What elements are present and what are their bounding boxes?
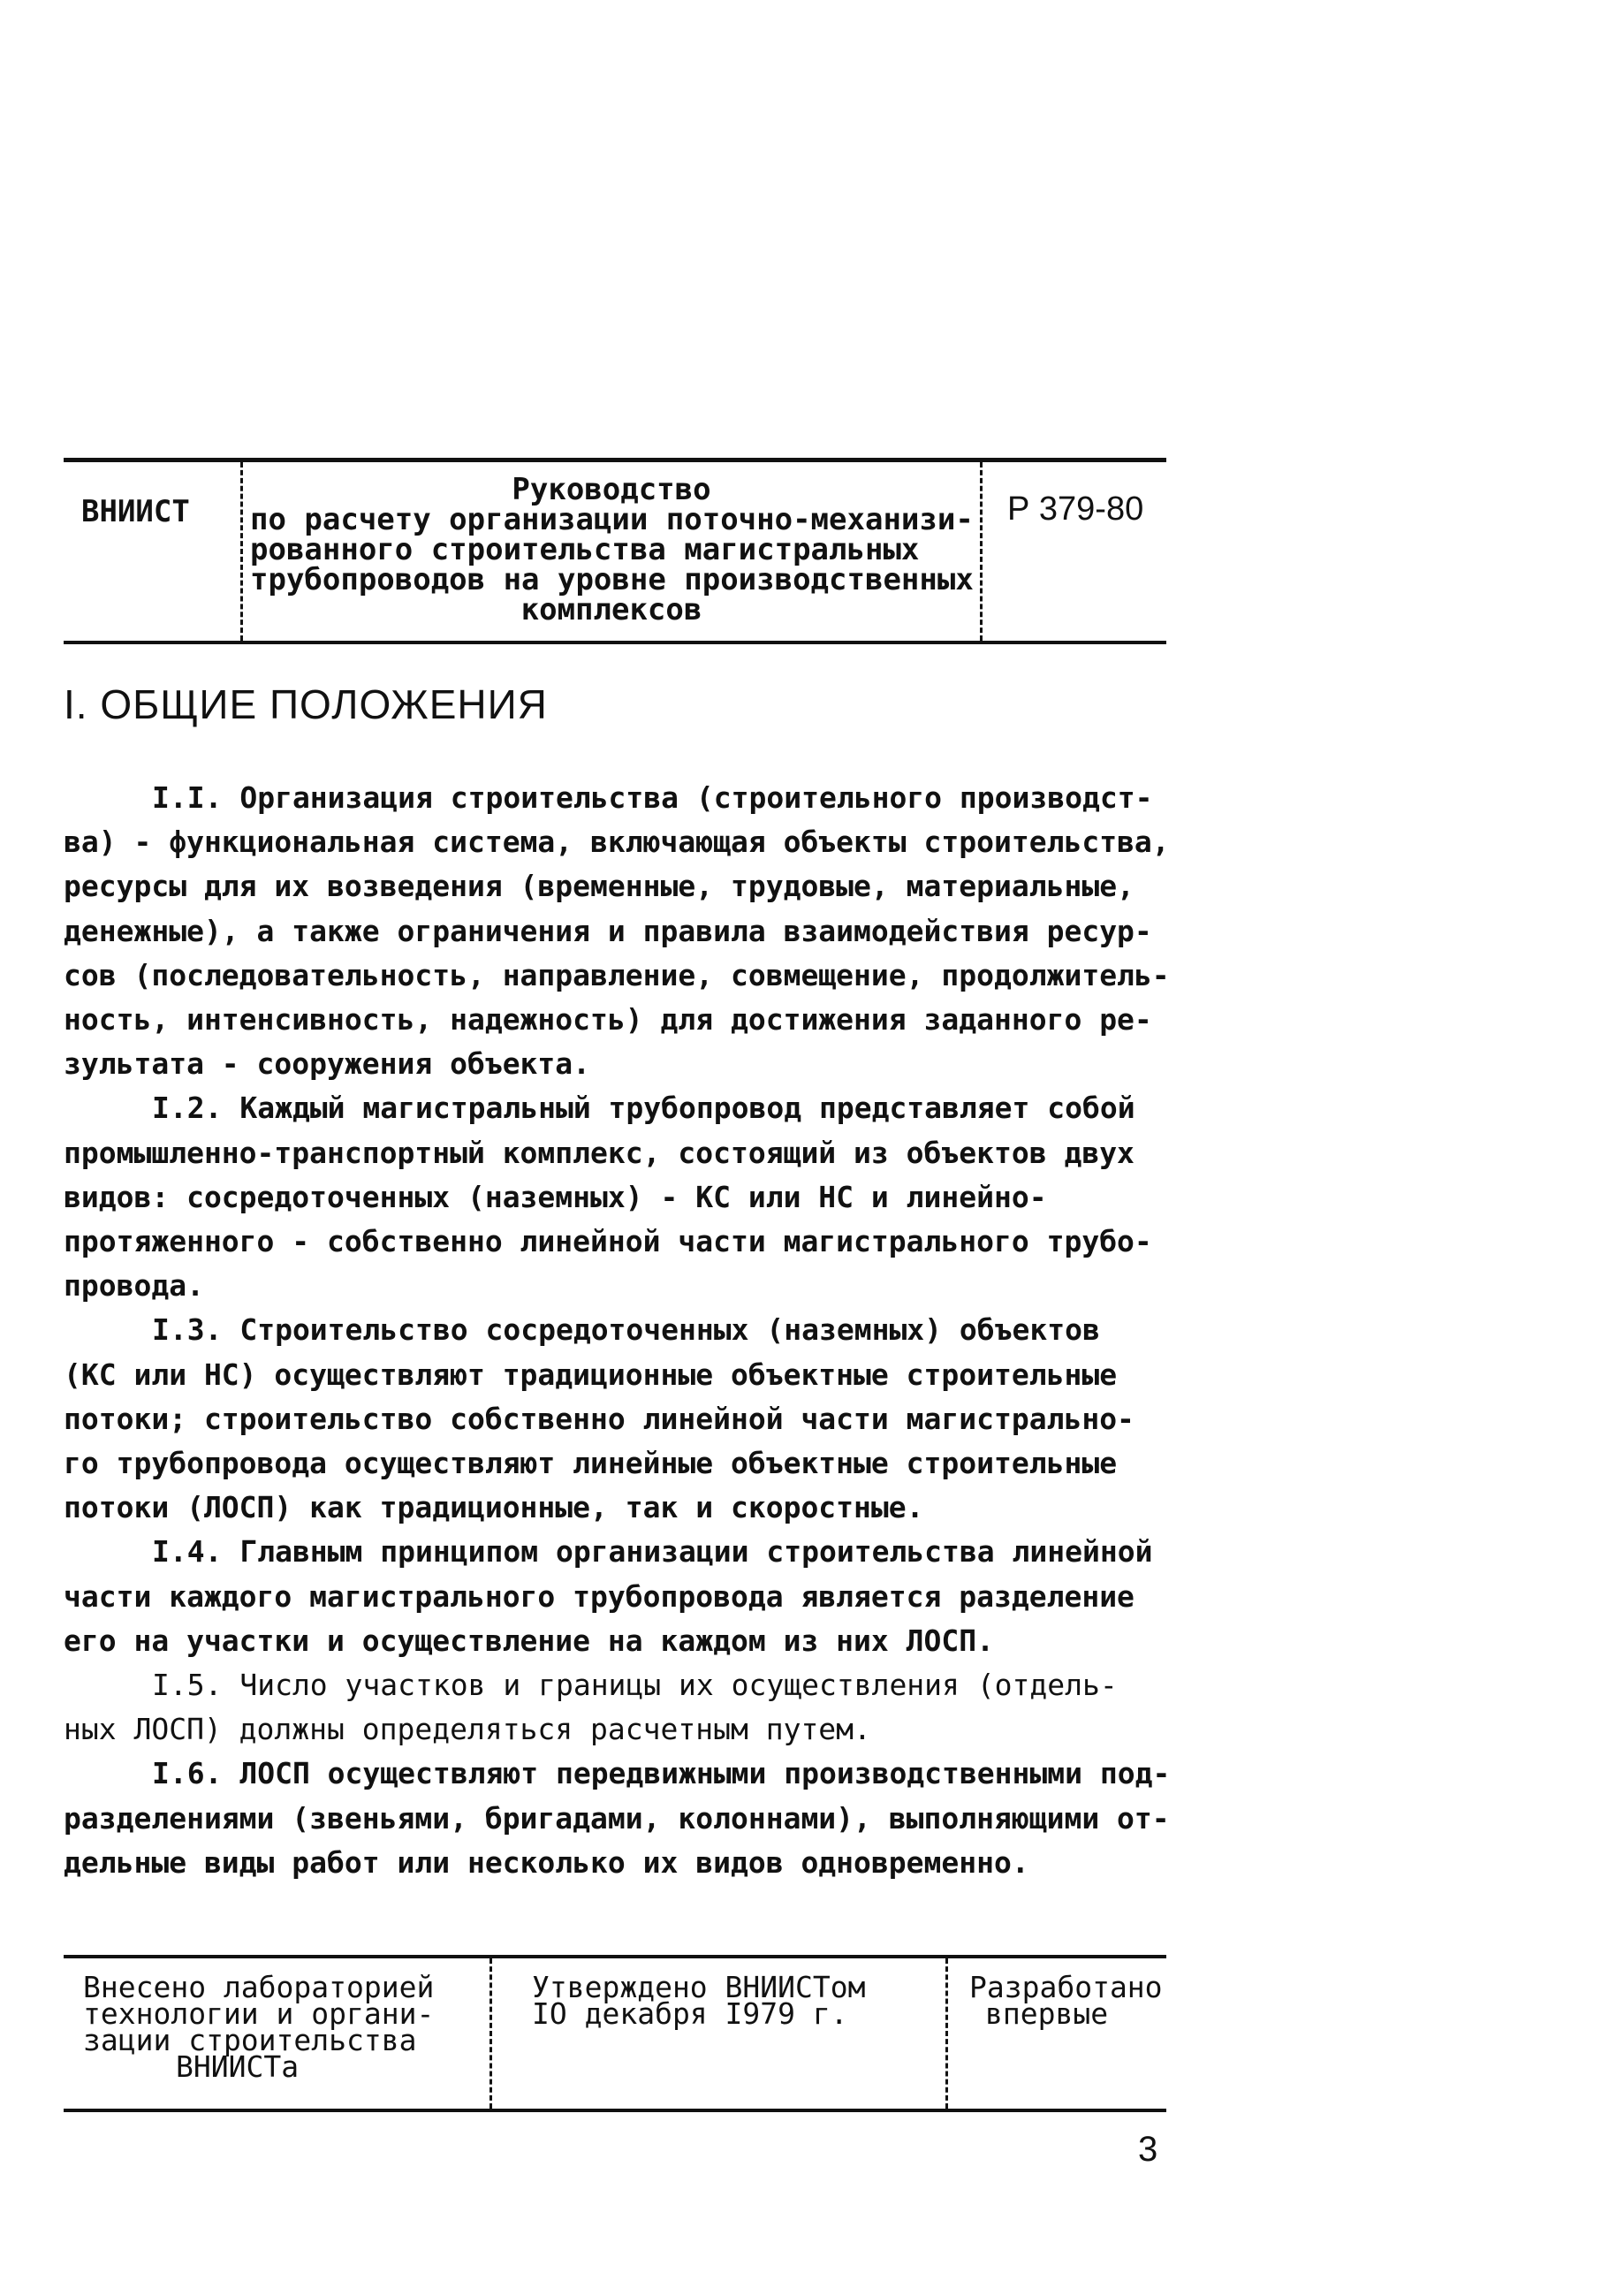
- footer-introduced-line: Внесено лабораторией: [83, 1970, 435, 2004]
- footer-approved-line: Утверждено ВНИИСТом: [532, 1970, 866, 2004]
- paragraph-line: видов: сосредоточенных (наземных) - КС или НС и линейно-: [64, 1179, 1047, 1214]
- page-number: 3: [1138, 2130, 1158, 2169]
- footer-approved-line: IO декабря I979 г.: [532, 1996, 848, 2031]
- paragraph-line: потоки; строительство собственно линейной части магистрально-: [64, 1401, 1135, 1436]
- footer-introduced-line: технологии и органи-: [83, 1996, 435, 2031]
- paragraph-line: разделениями (звеньями, бригадами, колоннами), выполняющими от-: [64, 1800, 1170, 1836]
- header-title-line: трубопроводов на уровне производственных: [250, 562, 974, 597]
- paragraph-line: го трубопровода осуществляют линейные объектные строительные: [64, 1446, 1118, 1481]
- paragraph-line: I.6. ЛОСП осуществляют передвижными производственными под-: [152, 1756, 1171, 1791]
- footer-introduced-line: ВНИИСТа: [176, 2049, 300, 2084]
- paragraph-line: протяженного - собственно линейной части магистрального трубо-: [64, 1224, 1152, 1259]
- footer-developed: [948, 1958, 1166, 2109]
- paragraph-line: дельные виды работ или несколько их видов одновременно.: [64, 1844, 1029, 1880]
- paragraph-line: части каждого магистрального трубопровода является разделение: [64, 1578, 1135, 1614]
- document-code: Р 379-80: [1007, 490, 1144, 528]
- header-title-line: комплексов: [520, 592, 702, 627]
- paragraph-line: промышленно-транспортный комплекс, состоящий из объектов двух: [64, 1135, 1135, 1170]
- paragraph-line: сов (последовательность, направление, совмещение, продолжитель-: [64, 957, 1170, 992]
- header-title: [240, 462, 983, 641]
- paragraph-line: ресурсы для их возведения (временные, трудовые, материальные,: [64, 869, 1135, 904]
- paragraph-line: ных ЛОСП) должны определяться расчетным путем.: [64, 1712, 871, 1747]
- paragraph-line: ва) - функциональная система, включающая объекты строительства,: [64, 825, 1170, 860]
- paragraph-line: его на участки и осуществление на каждом из них ЛОСП.: [64, 1623, 994, 1658]
- footer-developed-line: впервые: [985, 1996, 1109, 2031]
- footer-table: [64, 1955, 1166, 2112]
- paragraph-line: зультата - сооружения объекта.: [64, 1046, 591, 1082]
- paragraph-line: ность, интенсивность, надежность) для достижения заданного ре-: [64, 1002, 1152, 1038]
- paragraph-line: I.I. Организация строительства (строительного производст-: [152, 780, 1153, 815]
- footer-introduced: [64, 1958, 492, 2109]
- footer-approved: [492, 1958, 948, 2109]
- paragraph-line: денежные), а также ограничения и правила взаимодействия ресур-: [64, 913, 1152, 948]
- header-title-line: Руководство: [512, 472, 711, 507]
- footer-introduced-line: зации строительства: [83, 2023, 417, 2057]
- header-organization: ВНИИСТ: [81, 494, 190, 529]
- footer-developed-line: Разработано: [969, 1970, 1163, 2004]
- paragraph-line: потоки (ЛОСП) как традиционные, так и скоростные.: [64, 1490, 924, 1525]
- paragraph-line: (КС или НС) осуществляют традиционные объектные строительные: [64, 1357, 1118, 1392]
- paragraph-line: I.4. Главным принципом организации строительства линейной: [152, 1534, 1153, 1570]
- paragraph-line: I.2. Каждый магистральный трубопровод представляет собой: [152, 1091, 1135, 1126]
- paragraph-line: провода.: [64, 1268, 204, 1304]
- paragraph-line: I.5. Число участков и границы их осуществления (отдель-: [152, 1668, 1118, 1703]
- section-heading: I. ОБЩИЕ ПОЛОЖЕНИЯ: [64, 681, 548, 727]
- paragraph-line: I.3. Строительство сосредоточенных (наземных) объектов: [152, 1312, 1100, 1348]
- header-title-line: по расчету организации поточно-механизи-: [250, 502, 974, 537]
- body-text: [64, 776, 1203, 1885]
- header-table: [64, 458, 1166, 644]
- header-title-line: рованного строительства магистральных: [250, 532, 920, 567]
